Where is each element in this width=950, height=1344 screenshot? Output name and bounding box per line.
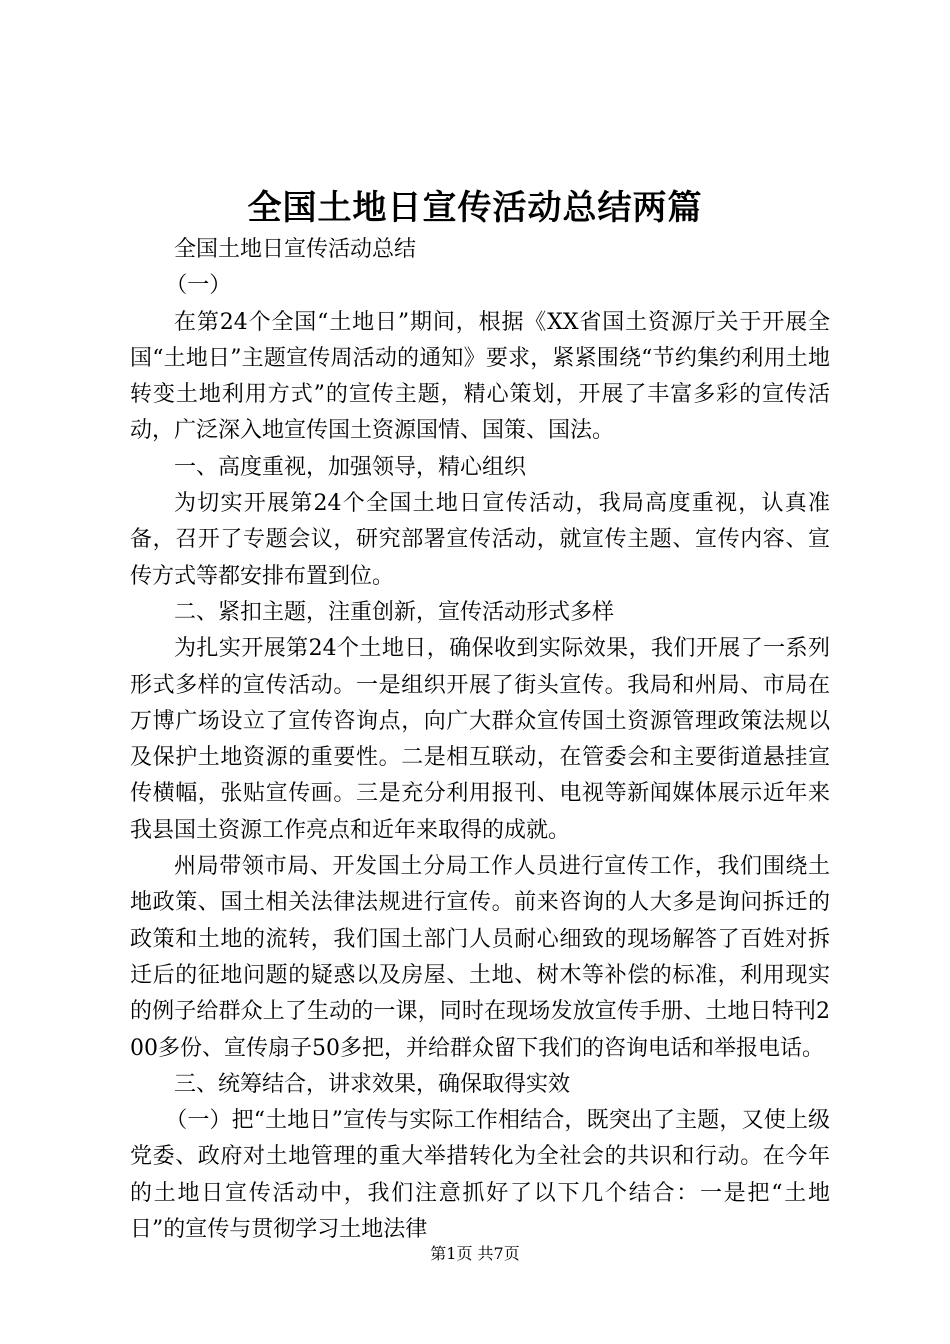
paragraph-section-3: （一）把“土地日”宣传与实际工作相结合，既突出了主题，又使上级党委、政府对土地管理的重大举措转化为全社会的共识和行动。在今年的土地日宣传活动中，我们注意抓好了以下几个结合：一是把“土地日”的宣传与贯彻学习土地法律	[130, 1108, 830, 1243]
paragraph-section-2-detail: 州局带领市局、开发国土分局工作人员进行宣传工作，我们围绕土地政策、国土相关法律法规进行宣传。前来咨询的人大多是询问拆迁的政策和土地的流转，我们国土部门人员耐心细致的现场解答了百姓对拆迁后的征地问题的疑惑以及房屋、土地、树木等补偿的标准，利用现实的例子给群众上了生动的一课，同时在现场发放宣传手册、土地日特刊200多份、宣传扇子50多把，并给群众留下我们的咨询电话和举报电话。	[130, 854, 830, 1061]
subtitle: 全国土地日宣传活动总结	[174, 237, 417, 262]
section-heading-1: 一、高度重视，加强领导，精心组织	[174, 454, 527, 480]
paragraph-section-1: 为切实开展第24个全国土地日宣传活动，我局高度重视，认真准备，召开了专题会议，研究部署宣传活动，就宣传主题、宣传内容、宣传方式等都安排布置到位。	[130, 491, 830, 589]
document-title: 全国土地日宣传活动总结两篇	[247, 188, 703, 228]
document-body	[130, 232, 830, 1248]
paragraph-section-2: 为扎实开展第24个土地日，确保收到实际效果，我们开展了一系列形式多样的宣传活动。一是组织开展了街头宣传。我局和州局、市局在万博广场设立了宣传咨询点，向广大群众宣传国土资源管理政策法规以及保护土地资源的重要性。二是相互联动，在管委会和主要街道悬挂宣传横幅，张贴宣传画。三是充分利用报刊、电视等新闻媒体展示近年来我县国土资源工作亮点和近年来取得的成就。	[130, 636, 830, 843]
section-heading-3: 三、统筹结合，讲求效果，确保取得实效	[174, 1071, 571, 1097]
part-marker: （一）	[165, 273, 232, 299]
page-footer: 第1页 共7页	[430, 1244, 520, 1263]
paragraph-intro: 在第24个全国“土地日”期间，根据《XX省国土资源厅关于开展全国“土地日”主题宣传周活动的通知》要求，紧紧围绕“节约集约利用土地转变土地利用方式”的宣传主题，精心策划，开展了丰富多彩的宣传活动，广泛深入地宣传国土资源国情、国策、国法。	[130, 309, 830, 444]
section-heading-2: 二、紧扣主题，注重创新，宣传活动形式多样	[174, 599, 615, 625]
